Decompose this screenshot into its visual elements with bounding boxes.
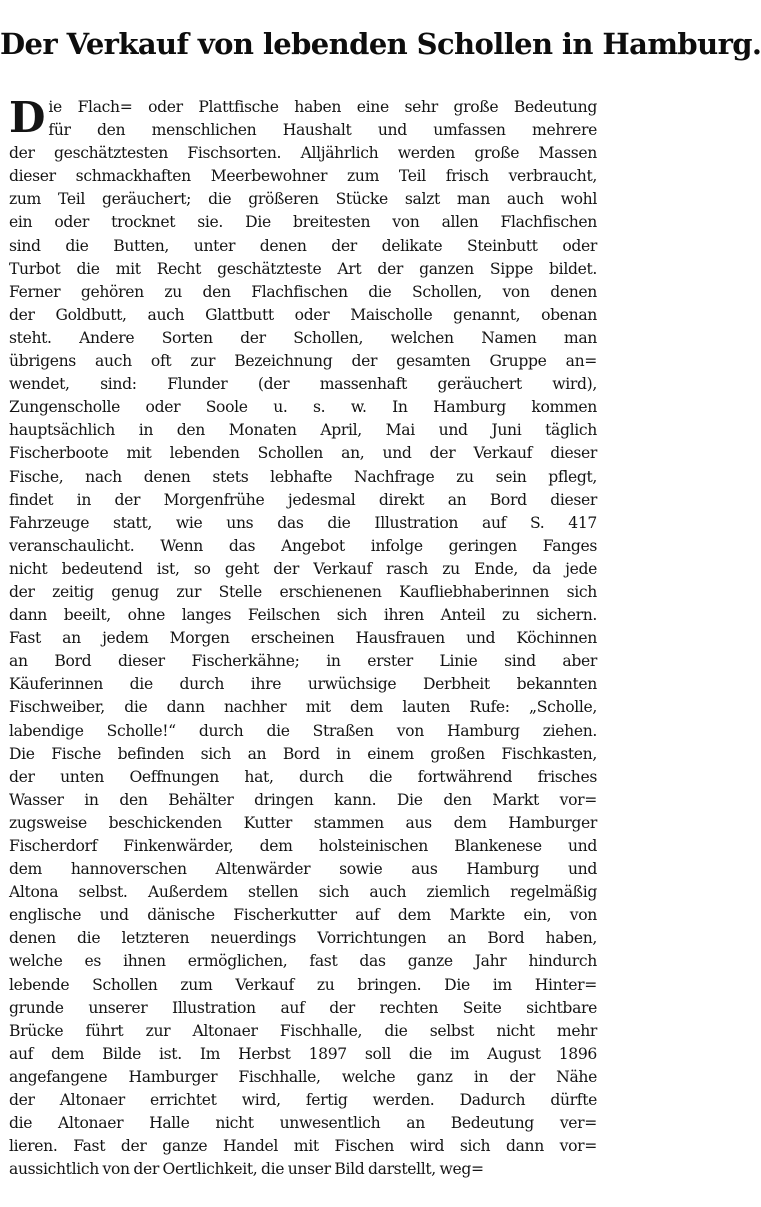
text-line: dieser schmackhaften Meerbewohner zum Teil frisch verbraucht, — [9, 167, 597, 186]
text-line: der zeitig genug zur Stelle erschienenen Kaufliebhaberinnen sich — [9, 582, 597, 601]
text-line: denen die letzteren neuerdings Vorrichtungen an Bord haben, — [9, 929, 597, 948]
text-line: ein oder trocknet sie. Die breitesten von allen Flachfischen — [9, 213, 597, 232]
text-line: Fast an jedem Morgen erscheinen Hausfrauen und Köchinnen — [9, 629, 597, 648]
text-line: englische und dänische Fischerkutter auf dem Markte ein, von — [9, 906, 597, 925]
text-line: der Altonaer errichtet wird, fertig werden. Dadurch dürfte — [9, 1091, 597, 1110]
text-line: der unten Oeffnungen hat, durch die fortwährend frisches — [9, 767, 597, 786]
text-line: Ferner gehören zu den Flachfischen die Schollen, von denen — [9, 282, 597, 301]
text-line: ie Flach= oder Plattfische haben eine sehr große Bedeutung — [48, 98, 597, 116]
text-line: Fischerdorf Finkenwärder, dem holsteinischen Blankenese und — [9, 837, 597, 855]
article-body — [9, 93, 597, 1181]
text-line: Wasser in den Behälter dringen kann. Die den Markt vor= — [9, 790, 597, 809]
text-line: Zungenscholle oder Soole u. s. w. In Hamburg kommen — [9, 398, 597, 417]
text-line: hauptsächlich in den Monaten April, Mai und Juni täglich — [9, 421, 597, 440]
text-line: Fischweiber, die dann nachher mit dem lauten Rufe: „Scholle, — [9, 698, 597, 717]
text-line: dem hannoverschen Altenwärder sowie aus Hamburg und — [9, 860, 597, 879]
text-line: dann beeilt, ohne langes Feilschen sich ihren Anteil zu sichern. — [9, 606, 597, 625]
text-line: nicht bedeutend ist, so geht der Verkauf rasch zu Ende, da jede — [9, 559, 597, 578]
text-line: grunde unserer Illustration auf der rechten Seite sichtbare — [9, 998, 597, 1017]
text-line: welche es ihnen ermöglichen, fast das ganze Jahr hindurch — [9, 952, 597, 971]
text-line: Brücke führt zur Altonaer Fischhalle, die selbst nicht mehr — [9, 1021, 597, 1040]
text-line: lebende Schollen zum Verkauf zu bringen. Die im Hinter= — [9, 975, 597, 994]
text-line: findet in der Morgenfrühe jedesmal direkt an Bord dieser — [9, 490, 597, 509]
text-line: Die Fische befinden sich an Bord in einem großen Fischkasten, — [9, 744, 597, 763]
text-line: auf dem Bilde ist. Im Herbst 1897 soll die im August 1896 — [9, 1044, 597, 1063]
text-line: Fische, nach denen stets lebhafte Nachfrage zu sein pflegt, — [9, 467, 597, 486]
text-line: steht. Andere Sorten der Schollen, welchen Namen man — [9, 328, 597, 347]
text-line: aussichtlich von der Oertlichkeit, die unser Bild darstellt, weg= — [9, 1160, 484, 1179]
text-line: angefangene Hamburger Fischhalle, welche ganz in der Nähe — [9, 1067, 597, 1086]
text-line: Altona selbst. Außerdem stellen sich auch ziemlich regelmäßig — [9, 883, 597, 902]
text-line: veranschaulicht. Wenn das Angebot infolge geringen Fanges — [9, 536, 597, 555]
text-line: zum Teil geräuchert; die größeren Stücke salzt man auch wohl — [9, 190, 597, 209]
drop-cap: D — [9, 93, 46, 142]
text-line: Fischerboote mit lebenden Schollen an, und der Verkauf dieser — [9, 444, 597, 463]
text-line: übrigens auch oft zur Bezeichnung der gesamten Gruppe an= — [9, 352, 597, 371]
text-line: die Altonaer Halle nicht unwesentlich an Bedeutung ver= — [9, 1114, 597, 1133]
text-line: Turbot die mit Recht geschätzteste Art der ganzen Sippe bildet. — [9, 259, 597, 278]
text-line: wendet, sind: Flunder (der massenhaft geräuchert wird), — [9, 375, 597, 394]
article-title: Der Verkauf von lebenden Schollen in Hamburg. — [0, 27, 761, 61]
text-line: labendige Scholle!“ durch die Straßen von Hamburg ziehen. — [9, 721, 597, 740]
text-line: sind die Butten, unter denen der delikate Steinbutt oder — [9, 236, 597, 255]
text-line: an Bord dieser Fischerkähne; in erster Linie sind aber — [9, 652, 597, 671]
text-line: zugsweise beschickenden Kutter stammen aus dem Hamburger — [9, 813, 597, 832]
text-line: der geschätztesten Fischsorten. Alljährlich werden große Massen — [9, 144, 597, 163]
text-line: für den menschlichen Haushalt und umfassen mehrere — [48, 121, 597, 140]
text-line: der Goldbutt, auch Glattbutt oder Maischolle genannt, obenan — [9, 305, 597, 324]
text-line: Käuferinnen die durch ihre urwüchsige Derbheit bekannten — [9, 675, 597, 694]
text-line: lieren. Fast der ganze Handel mit Fischen wird sich dann vor= — [9, 1137, 597, 1156]
text-line: Fahrzeuge statt, wie uns das die Illustration auf S. 417 — [9, 513, 597, 532]
